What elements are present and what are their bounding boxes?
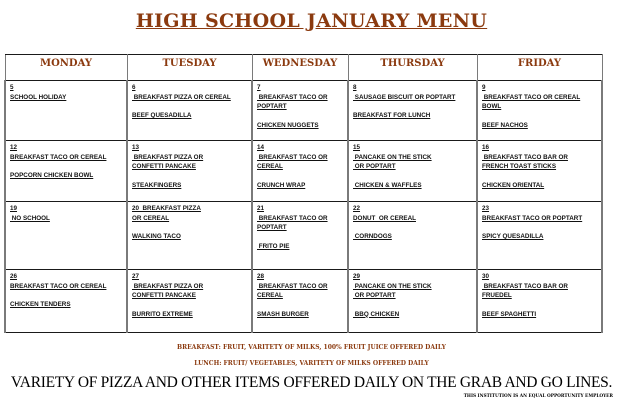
breakfast-item: POPTART <box>257 103 287 110</box>
day-cell <box>348 270 477 333</box>
day-menu <box>353 143 472 190</box>
spacer <box>482 112 597 121</box>
day-menu <box>10 272 122 310</box>
lunch-item: SPICY QUESADILLA <box>482 233 544 240</box>
breakfast-item: CEREAL <box>257 163 283 170</box>
day-cell <box>477 202 602 270</box>
breakfast-item: FRUEDEL <box>482 292 512 299</box>
breakfast-item: BREAKFAST PIZZA OR CEREAL <box>132 93 231 101</box>
day-cell <box>348 141 477 202</box>
day-number: 19 <box>10 205 18 212</box>
spacer <box>353 301 472 310</box>
breakfast-item: DONUT OR CEREAL <box>353 214 416 222</box>
day-cell <box>127 270 252 333</box>
lunch-item: CRUNCH WRAP <box>257 181 306 189</box>
day-menu <box>257 272 343 319</box>
spacer <box>482 223 597 232</box>
day-cell <box>252 141 348 202</box>
day-cell <box>127 202 252 270</box>
day-menu <box>482 83 597 130</box>
day-number: 14 <box>257 144 265 151</box>
day-menu <box>257 204 343 251</box>
day-cell <box>5 270 127 333</box>
lunch-item: CHICKEN NUGGETS <box>257 121 319 129</box>
breakfast-item: PANCAKE ON THE STICK <box>353 153 432 161</box>
day-cell <box>5 202 127 270</box>
breakfast-item: BREAKFAST TACO OR <box>257 93 328 101</box>
day-number: 26 <box>10 273 18 280</box>
day-menu <box>353 272 472 319</box>
breakfast-item: BREAKFAST TACO OR <box>257 282 328 290</box>
day-number: 8 <box>353 84 357 91</box>
breakfast-item: OR POPTART <box>353 163 396 170</box>
day-number: 12 <box>10 144 18 151</box>
lunch-item: STEAKFINGERS <box>132 181 182 189</box>
day-number: 15 <box>353 144 361 151</box>
breakfast-item: BREAKFAST TACO OR POPTART <box>482 214 583 222</box>
day-menu <box>482 272 597 319</box>
lunch-item: WALKING TACO <box>132 233 181 240</box>
day-number: 22 <box>353 205 361 212</box>
lunch-item: BEEF NACHOS <box>482 121 528 129</box>
breakfast-item: SAUSAGE BISCUIT OR POPTART <box>353 93 456 101</box>
day-number: 5 <box>10 84 14 91</box>
breakfast-item: BREAKFAST PIZZA OR <box>132 282 204 290</box>
lunch-item: POPCORN CHICKEN BOWL <box>10 172 94 179</box>
spacer <box>132 102 247 111</box>
week-row <box>5 81 602 141</box>
breakfast-item: BREAKFAST TACO OR CEREAL <box>10 153 107 161</box>
day-cell <box>252 202 348 270</box>
breakfast-item: BREAKFAST TACO BAR OR <box>482 282 568 290</box>
lunch-item: CORNDOGS <box>353 233 392 240</box>
breakfast-item: CONFETTI PANCAKE <box>132 292 196 299</box>
breakfast-item: 20 BREAKFAST PIZZA <box>132 205 201 212</box>
spacer <box>257 172 343 181</box>
spacer <box>132 301 247 310</box>
day-number: 30 <box>482 273 490 280</box>
spacer <box>353 172 472 181</box>
spacer <box>482 301 597 310</box>
spacer <box>132 223 247 232</box>
lunch-item: CHICKEN ORIENTAL <box>482 181 545 189</box>
day-menu <box>257 83 343 130</box>
lunch-item: FRITO PIE <box>257 242 290 250</box>
day-menu <box>132 204 247 242</box>
breakfast-item: OR POPTART <box>353 292 396 299</box>
grab-and-go-banner: VARIETY OF PIZZA AND OTHER ITEMS OFFERED DAILY ON THE GRAB AND GO LINES. <box>10 374 613 391</box>
spacer <box>257 301 343 310</box>
breakfast-item: BREAKFAST TACO OR CEREAL <box>482 93 581 101</box>
lunch-item: CHICKEN & WAFFLES <box>353 181 422 189</box>
day-cell <box>127 141 252 202</box>
header-friday: FRIDAY <box>477 55 602 81</box>
day-number: 23 <box>482 205 490 212</box>
breakfast-item: BREAKFAST TACO OR CEREAL <box>10 282 107 290</box>
week-row <box>5 202 602 270</box>
day-cell <box>252 270 348 333</box>
day-menu <box>482 143 597 190</box>
page-title: HIGH SCHOOL JANUARY MENU <box>135 10 488 32</box>
spacer <box>10 291 122 300</box>
day-number: 28 <box>257 273 265 280</box>
day-cell <box>5 141 127 202</box>
day-cell <box>477 81 602 141</box>
day-menu <box>10 83 122 102</box>
spacer <box>132 172 247 181</box>
day-menu <box>132 143 247 190</box>
lunch-item: BURRITO EXTREME <box>132 310 193 318</box>
day-menu <box>132 272 247 319</box>
day-menu <box>257 143 343 190</box>
weekday-header-row <box>5 55 602 81</box>
day-number: 6 <box>132 84 136 91</box>
day-cell <box>252 81 348 141</box>
breakfast-note: BREAKFAST: FRUIT, VARITETY OF MILKS, 100% FRUIT JUICE OFFERED DAILY <box>177 344 446 351</box>
spacer <box>482 172 597 181</box>
lunch-note: LUNCH: FRUIT/ VEGETABLES, VARITETY OF MILKS OFFERED DAILY <box>194 360 429 367</box>
breakfast-item: BREAKFAST PIZZA OR <box>132 153 204 161</box>
breakfast-item: BREAKFAST TACO BAR OR <box>482 153 568 161</box>
day-number: 29 <box>353 273 361 280</box>
day-cell <box>477 270 602 333</box>
header-wednesday: WEDNESDAY <box>252 55 348 81</box>
day-menu <box>10 143 122 181</box>
day-cell <box>5 81 127 141</box>
day-menu <box>482 204 597 242</box>
day-cell <box>127 81 252 141</box>
equal-opportunity-statement: THIS INSTITUTION IS AN EQUAL OPPORTUNITY EMPLOYER <box>463 394 613 399</box>
breakfast-item: PANCAKE ON THE STICK <box>353 282 432 290</box>
day-number: 21 <box>257 205 265 212</box>
day-menu <box>132 83 247 121</box>
breakfast-item: BOWL <box>482 103 502 110</box>
day-number: 27 <box>132 273 140 280</box>
day-cell <box>348 202 477 270</box>
breakfast-item: CONFETTI PANCAKE <box>132 163 196 170</box>
breakfast-item: BREAKFAST TACO OR <box>257 153 328 161</box>
spacer <box>10 162 122 171</box>
day-menu <box>10 204 122 223</box>
header-thursday: THURSDAY <box>348 55 477 81</box>
lunch-item: BEEF QUESADILLA <box>132 112 192 119</box>
breakfast-item: BREAKFAST TACO OR <box>257 214 328 222</box>
lunch-item: SMASH BURGER <box>257 310 309 318</box>
header-monday: MONDAY <box>5 55 127 81</box>
breakfast-item: NO SCHOOL <box>10 214 50 222</box>
week-row <box>5 141 602 202</box>
menu-calendar <box>4 54 603 333</box>
day-number: 7 <box>257 84 261 91</box>
spacer <box>257 112 343 121</box>
day-number: 9 <box>482 84 486 91</box>
lunch-item: BREAKFAST FOR LUNCH <box>353 112 431 119</box>
lunch-item: CHICKEN TENDERS <box>10 301 71 308</box>
breakfast-item: FRENCH TOAST STICKS <box>482 163 557 170</box>
day-menu <box>353 204 472 242</box>
day-cell <box>348 81 477 141</box>
breakfast-item: POPTART <box>257 224 287 231</box>
breakfast-item: CEREAL <box>257 292 283 299</box>
spacer <box>353 102 472 111</box>
lunch-item: BEEF SPAGHETTI <box>482 310 537 318</box>
header-tuesday: TUESDAY <box>127 55 252 81</box>
day-menu <box>353 83 472 121</box>
day-number: 13 <box>132 144 140 151</box>
day-cell <box>477 141 602 202</box>
breakfast-item: SCHOOL HOLIDAY <box>10 93 67 101</box>
spacer <box>257 233 343 242</box>
day-number: 16 <box>482 144 490 151</box>
breakfast-item: OR CEREAL <box>132 214 170 222</box>
lunch-item: BBQ CHICKEN <box>353 310 400 318</box>
week-row <box>5 270 602 333</box>
spacer <box>353 223 472 232</box>
